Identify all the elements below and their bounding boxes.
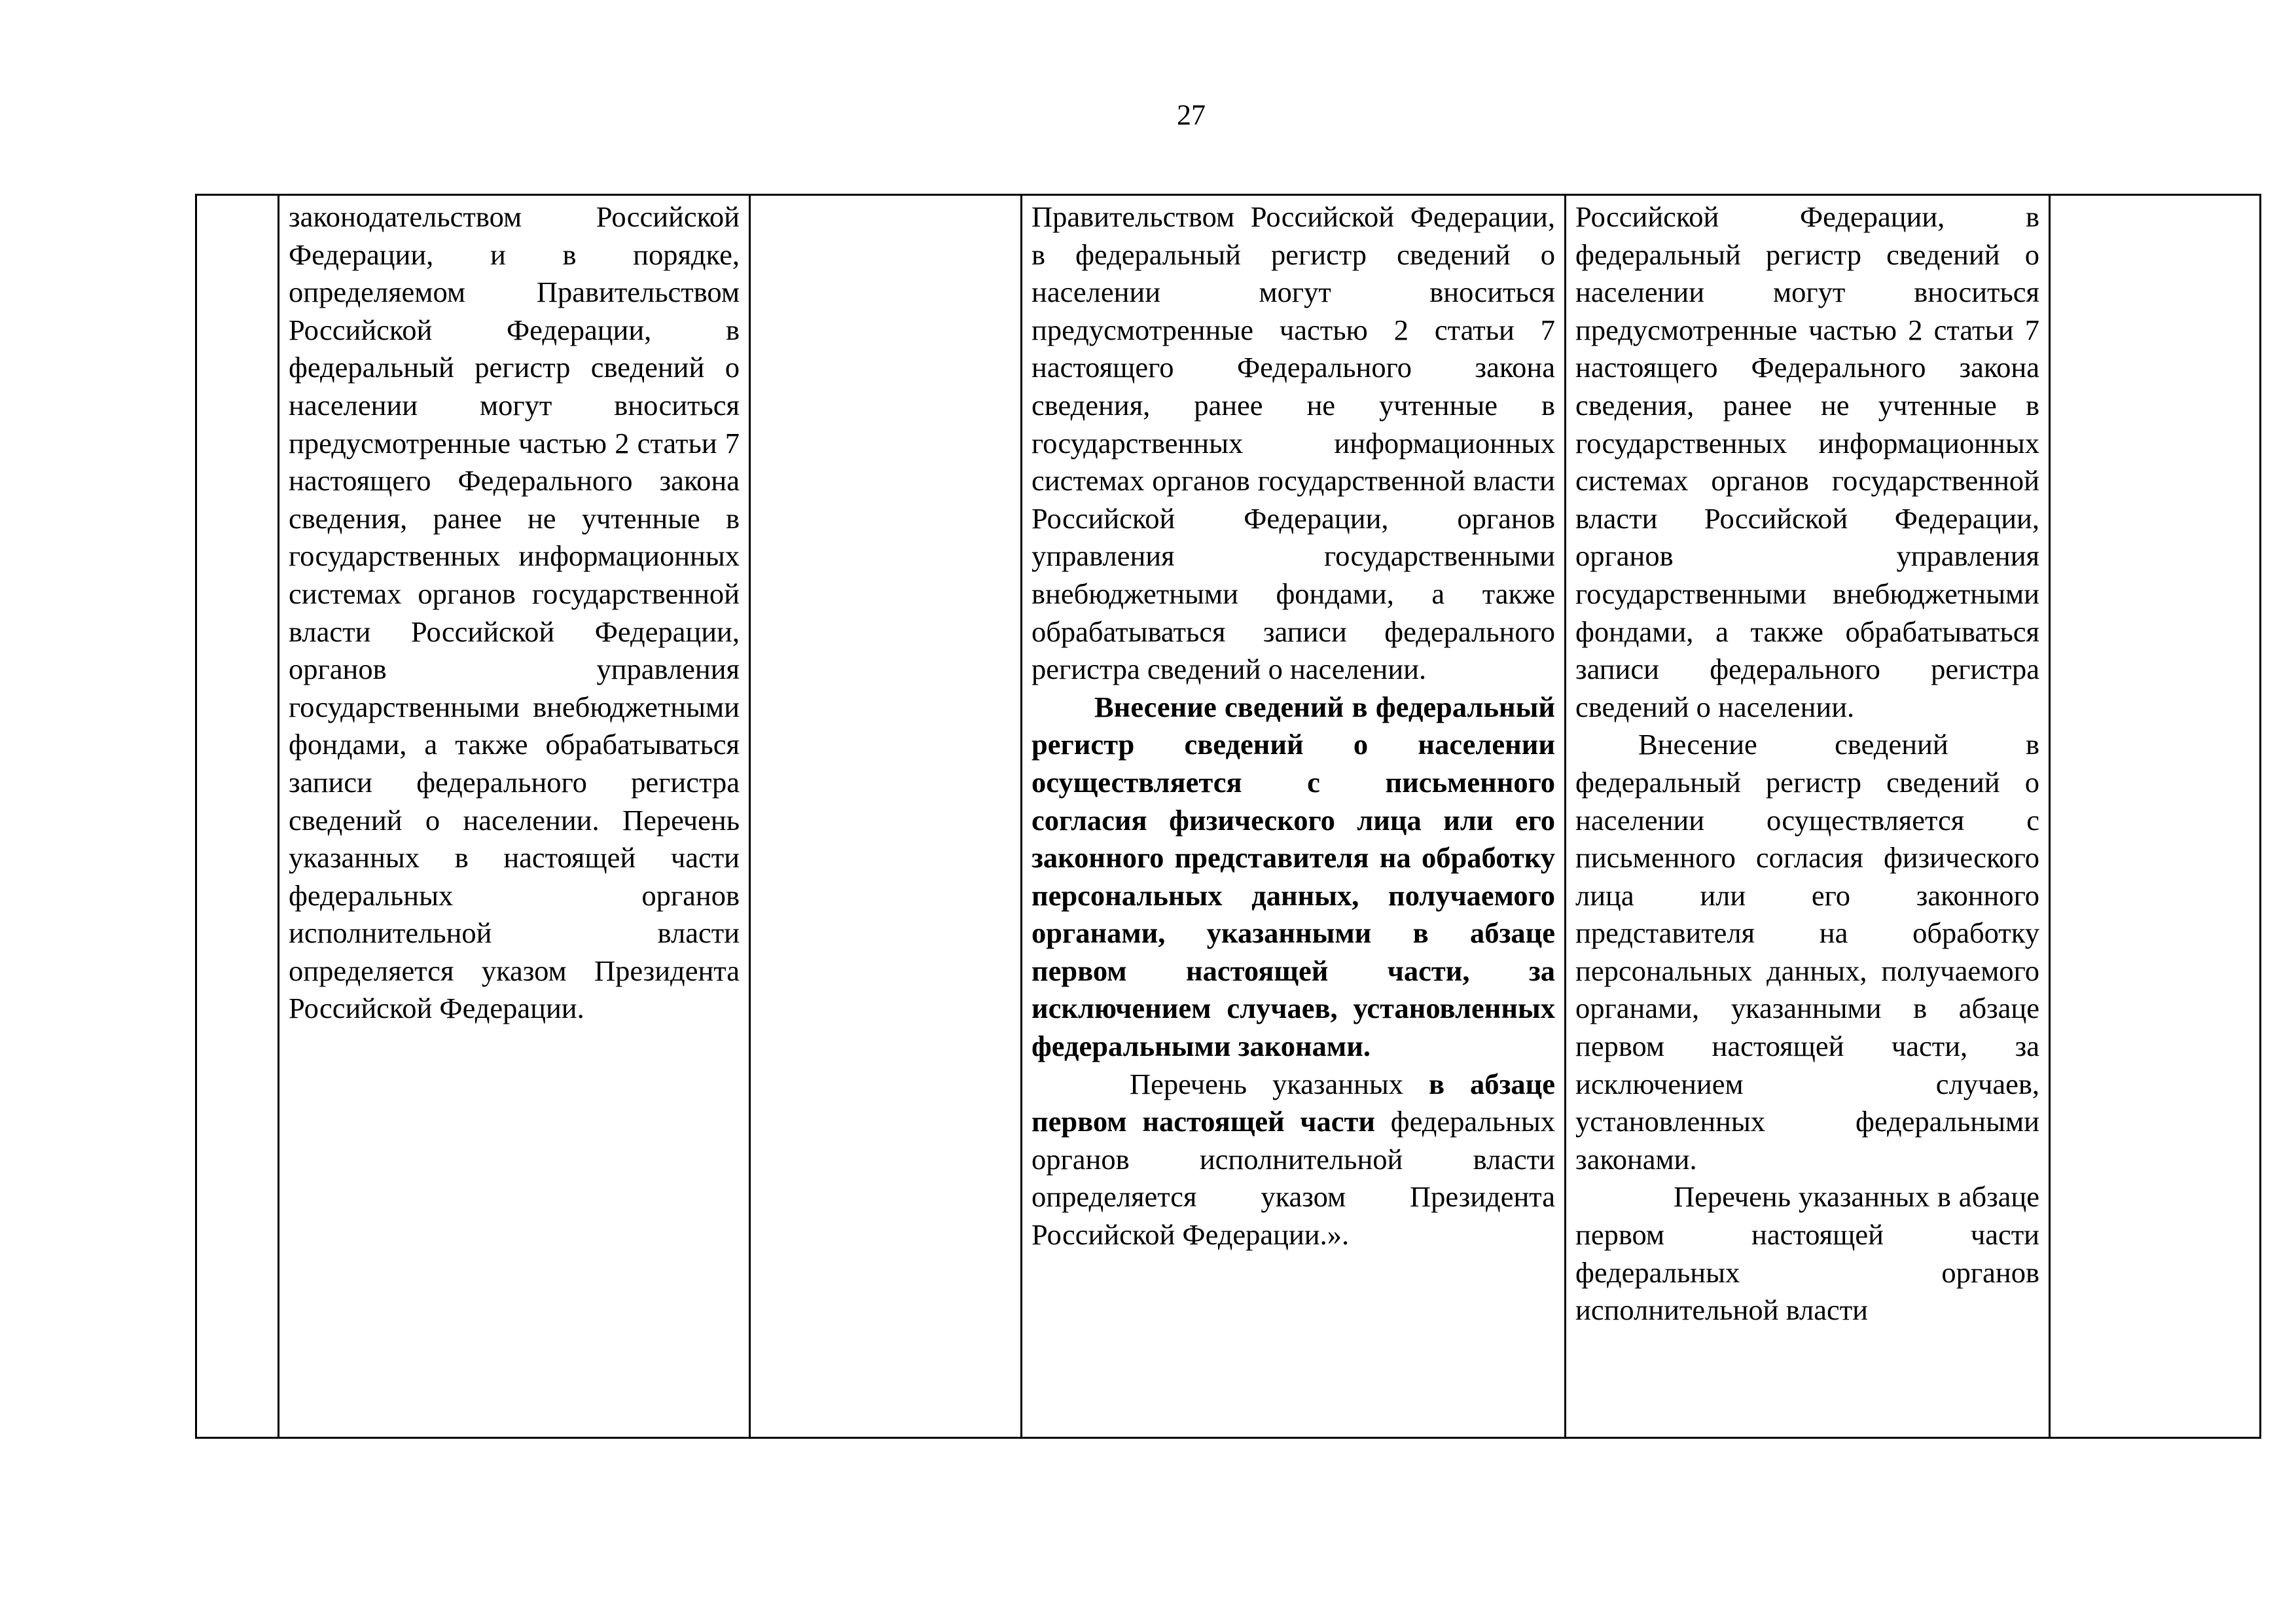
- amendment-text-cell: [1566, 195, 2050, 1438]
- bill-paragraph-2: Внесение сведений в федеральный регистр сведений о населении осуществляется с письменного согласия физического лица или его законного представителя на обработку персональных данных, получаемого органами, указанными в абзаце первом настоящей части, за исключением случаев, установленных федеральными законами.: [1031, 690, 1555, 1063]
- current-law-text: законодательством Российской Федерации, и в порядке, определяемом Правительством Российской Федерации, в федеральный регистр сведений о населении могут вноситься предусмотренные частью 2 статьи 7 настоящего Федерального закона сведения, ранее не учтенные в государственных информационных системах органов государственной власти Российской Федерации, органов управления государственными внебюджетными фондами, а также обрабатываться записи федерального регистра сведений о населении. Перечень указанных в настоящей части федеральных органов исполнительной власти определяется указом Президента Российской Федерации.: [289, 200, 740, 1025]
- table-row: [196, 195, 2261, 1438]
- comparison-table: [195, 194, 2261, 1439]
- bill-paragraph-1: Правительством Российской Федерации, в федеральный регистр сведений о населении могут вноситься предусмотренные частью 2 статьи 7 настоящего Федерального закона сведения, ранее не учтенные в государственных информационных системах органов государственной власти Российской Федерации, органов управления государственными внебюджетными фондами, а также обрабатываться записи федерального регистра сведений о населении.: [1031, 200, 1555, 686]
- notes-cell: [2050, 195, 2261, 1438]
- amendment-paragraph-1: Российской Федерации, в федеральный регистр сведений о населении могут вноситься предусмотренные частью 2 статьи 7 настоящего Федерального закона сведения, ранее не учтенные в государственных информационных системах органов государственной власти Российской Федерации, органов управления государственными внебюджетными фондами, а также обрабатываться записи федерального регистра сведений о населении.: [1575, 200, 2039, 723]
- amendment-paragraph-2: Внесение сведений в федеральный регистр сведений о населении осуществляется с письменного согласия физического лица или его законного представителя на обработку персональных данных, получаемого органами, указанными в абзаце первом настоящей части, за исключением случаев, установленных федеральными законами.: [1575, 728, 2039, 1176]
- bill-text-cell: [1022, 195, 1566, 1438]
- empty-column-cell: [750, 195, 1022, 1438]
- current-law-cell: [279, 195, 750, 1438]
- amendment-paragraph-3: Перечень указанных в абзаце первом настоящей части федеральных органов исполнительной власти: [1575, 1180, 2039, 1327]
- page-number: 27: [1177, 99, 1206, 131]
- bill-paragraph-3-end: федеральных органов исполнительной власти определяется указом Президента Российской Федерации.».: [1031, 1105, 1556, 1252]
- bill-paragraph-3-bold: в абзаце первом настоящей части: [1031, 1067, 1555, 1138]
- bill-paragraph-3-start: Перечень указанных: [1130, 1067, 1429, 1100]
- row-number-cell: [196, 195, 279, 1438]
- bill-paragraph-3: [1031, 1066, 1555, 1254]
